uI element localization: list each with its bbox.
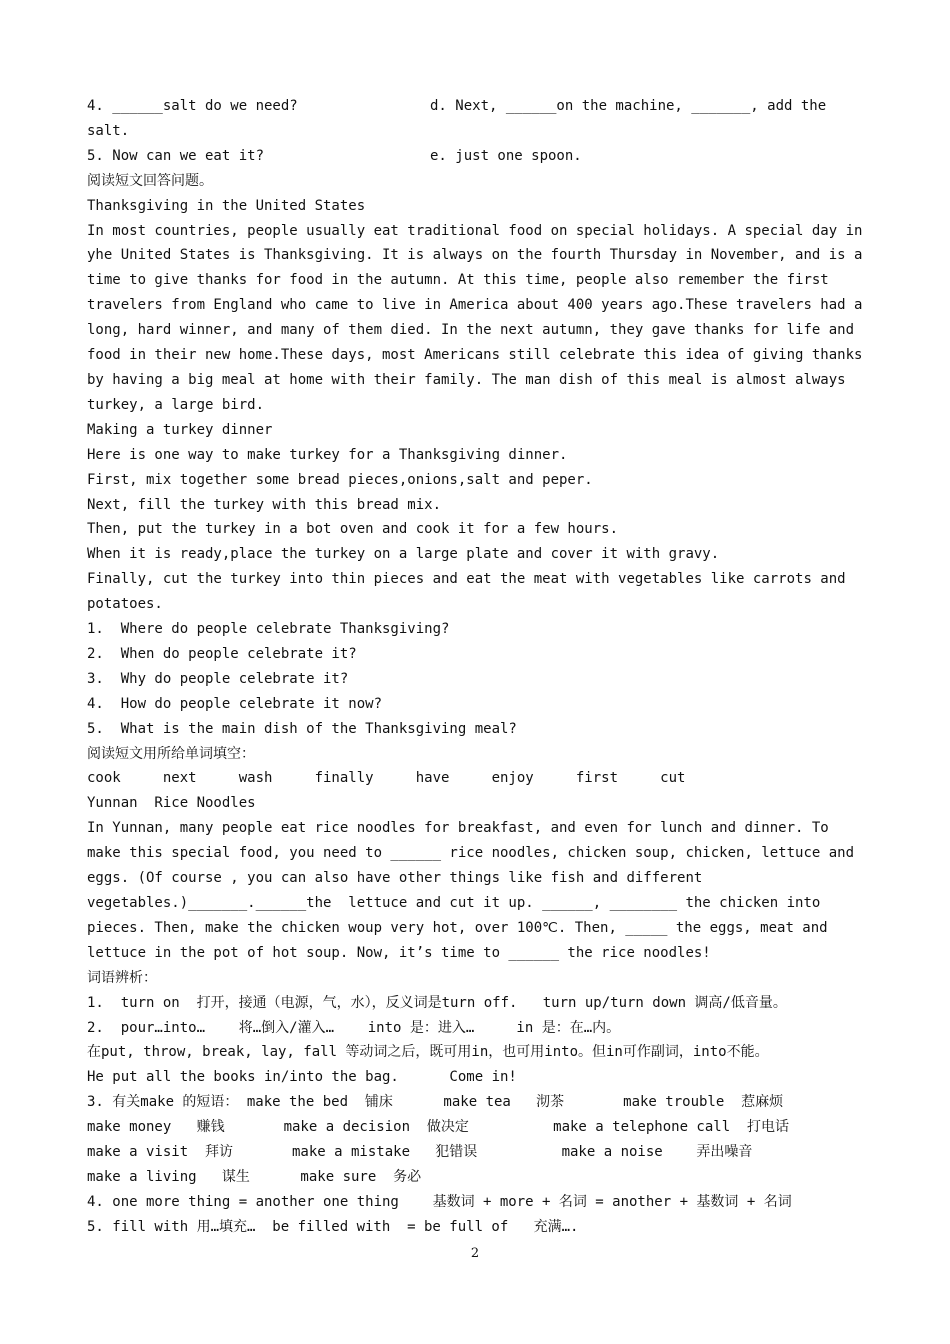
vocab-line: make money 赚钱 make a decision 做决定 make a telephone call 打电话 xyxy=(87,1119,790,1136)
question-list xyxy=(87,617,867,742)
matching-question-5: 5. Now can we eat it? xyxy=(87,147,265,164)
recipe-step: Here is one way to make turkey for a Thanksgiving dinner. xyxy=(87,446,568,463)
paragraph-line: by having a big meal at home with their family. The man dish of this meal is almost always xyxy=(87,371,846,388)
vocab-line: make a living 谋生 make sure 务必 xyxy=(87,1168,422,1185)
vocab-list xyxy=(87,991,867,1240)
reading2-title: Yunnan Rice Noodles xyxy=(87,795,256,812)
reading1-heading: 阅读短文回答问题。 xyxy=(87,172,213,189)
matching-row-5 xyxy=(87,144,867,169)
recipe-step: Next, fill the turkey with this bread mix. xyxy=(87,496,442,513)
vocab-line: 3. 有关make 的短语： make the bed 铺床 make tea 沏茶 make trouble 惹麻烦 xyxy=(87,1094,784,1111)
reading2-heading: 阅读短文用所给单词填空： xyxy=(87,745,255,762)
question-item: 4. How do people celebrate it now? xyxy=(87,695,383,712)
vocab-heading: 词语辨析： xyxy=(87,969,157,986)
page-number: 2 xyxy=(470,1246,480,1261)
document-page xyxy=(87,94,867,1240)
vocab-line: He put all the books in/into the bag. Come in! xyxy=(87,1069,517,1086)
paragraph-line: pieces. Then, make the chicken woup very hot, over 100℃. Then, _____ the eggs, meat and xyxy=(87,919,828,936)
reading1-title: Thanksgiving in the United States xyxy=(87,197,366,214)
reading1-paragraph xyxy=(87,219,867,418)
recipe-step: First, mix together some bread pieces,onions,salt and peper. xyxy=(87,471,593,488)
paragraph-line: In most countries, people usually eat traditional food on special holidays. A special day in xyxy=(87,222,863,239)
question-item: 3. Why do people celebrate it? xyxy=(87,670,349,687)
paragraph-line: vegetables.)_______.______the lettuce and cut it up. ______, ________ the chicken into xyxy=(87,895,821,911)
paragraph-line: turkey, a large bird. xyxy=(87,396,265,413)
matching-answer-e: e. just one spoon. xyxy=(430,147,582,164)
vocab-line: 1. turn on 打开，接通（电源，气，水），反义词是turn off. turn up/turn down 调高/低音量。 xyxy=(87,994,787,1011)
recipe-step: Finally, cut the turkey into thin pieces and eat the meat with vegetables like carrots and xyxy=(87,571,846,588)
paragraph-line: food in their new home.These days, most Americans still celebrate this idea of giving thanks xyxy=(87,347,863,364)
question-item: 2. When do people celebrate it? xyxy=(87,645,357,662)
recipe-step: Then, put the turkey in a bot oven and cook it for a few hours. xyxy=(87,521,619,538)
vocab-line: make a visit 拜访 make a mistake 犯错误 make a noise 弄出噪音 xyxy=(87,1144,753,1161)
recipe-steps xyxy=(87,443,867,617)
paragraph-line: yhe United States is Thanksgiving. It is always on the fourth Thursday in November, and is a xyxy=(87,247,863,264)
paragraph-line: make this special food, you need to ______ rice noodles, chicken soup, chicken, lettuce and xyxy=(87,845,855,862)
matching-answer-d: d. Next, ______on the machine, _______, add the xyxy=(430,98,827,114)
reading2-paragraph xyxy=(87,816,867,965)
vocab-line: 在put, throw, break, lay, fall 等动词之后，既可用in，也可用into。但in可作副词，into不能。 xyxy=(87,1044,769,1061)
recipe-step: When it is ready,place the turkey on a large plate and cover it with gravy. xyxy=(87,546,720,563)
question-item: 5. What is the main dish of the Thanksgiving meal? xyxy=(87,720,517,737)
matching-question-4: 4. ______salt do we need? xyxy=(87,98,298,114)
reading1-subtitle: Making a turkey dinner xyxy=(87,421,273,438)
vocab-line: 2. pour…into… 将…倒入/灌入… into 是：进入… in 是：在…内。 xyxy=(87,1019,621,1036)
matching-continuation: salt. xyxy=(87,122,130,139)
paragraph-line: long, hard winner, and many of them died. In the next autumn, they gave thanks for life and xyxy=(87,322,855,339)
paragraph-line: In Yunnan, many people eat rice noodles for breakfast, and even for lunch and dinner. To xyxy=(87,820,829,837)
paragraph-line: travelers from England who came to live in America about 400 years ago.These travelers had a xyxy=(87,297,863,314)
paragraph-line: lettuce in the pot of hot soup. Now, it’s time to ______ the rice noodles! xyxy=(87,944,711,961)
paragraph-line: eggs. (Of course , you can also have other things like fish and different xyxy=(87,870,703,887)
matching-row-4 xyxy=(87,94,867,119)
word-bank: cook next wash finally have enjoy first cut xyxy=(87,770,686,787)
recipe-step: potatoes. xyxy=(87,596,163,613)
vocab-line: 4. one more thing = another one thing 基数词 + more + 名词 = another + 基数词 + 名词 xyxy=(87,1193,792,1210)
vocab-line: 5. fill with 用…填充… be filled with = be full of 充满…. xyxy=(87,1218,579,1235)
question-item: 1. Where do people celebrate Thanksgiving? xyxy=(87,621,450,638)
paragraph-line: time to give thanks for food in the autumn. At this time, people also remember the first xyxy=(87,272,829,289)
